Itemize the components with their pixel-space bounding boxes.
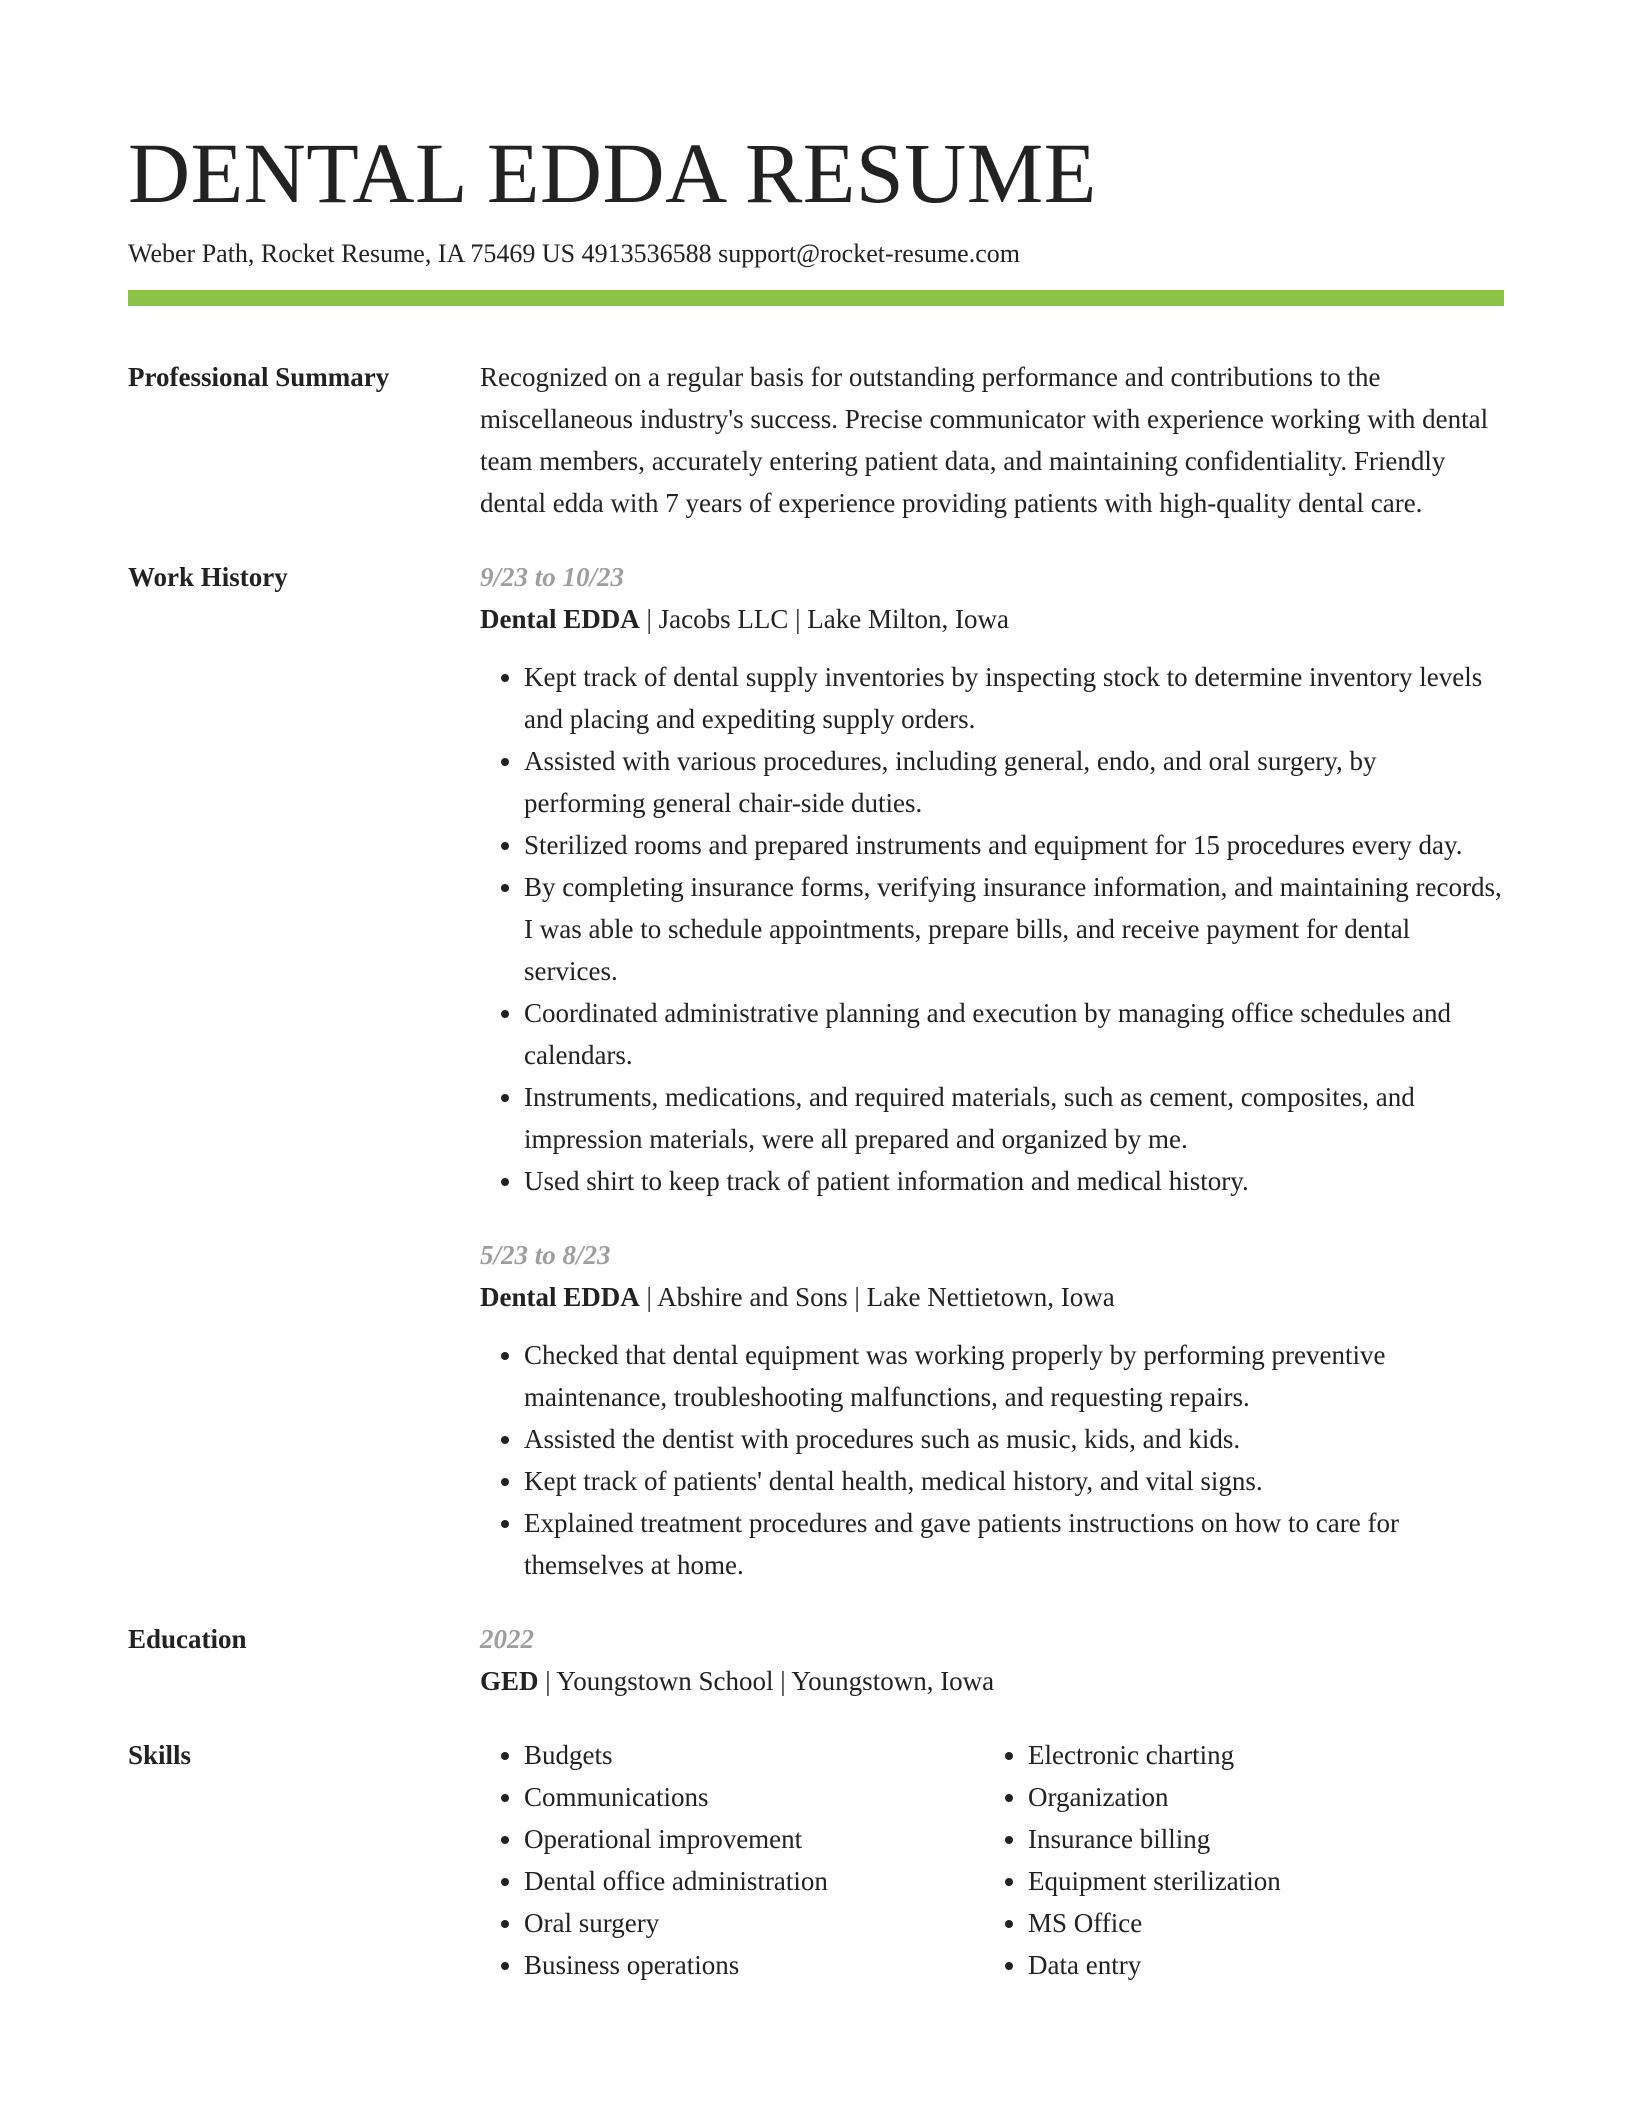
summary-section bbox=[128, 356, 1504, 524]
section-label-work-history: Work History bbox=[128, 562, 288, 592]
skill-item: • Oral surgery bbox=[524, 1902, 984, 1944]
job-title: Dental EDDA bbox=[480, 604, 640, 634]
section-label-summary: Professional Summary bbox=[128, 362, 390, 392]
job-duty-item: • Kept track of patients' dental health, medical history, and vital signs. bbox=[524, 1460, 1504, 1502]
work-history-list bbox=[480, 556, 1504, 1586]
education-entry bbox=[480, 1618, 1504, 1702]
job-duties bbox=[480, 1334, 1504, 1586]
header-divider bbox=[128, 290, 1504, 306]
section-label-skills: Skills bbox=[128, 1740, 192, 1770]
skill-item: • Data entry bbox=[1028, 1944, 1488, 1986]
education-year: 2022 bbox=[480, 1624, 534, 1654]
job-duty-item: • Coordinated administrative planning and execution by managing office schedules and calendars. bbox=[524, 992, 1504, 1076]
skill-item: • Insurance billing bbox=[1028, 1818, 1488, 1860]
skill-item: • Operational improvement bbox=[524, 1818, 984, 1860]
job-company: Abshire and Sons bbox=[657, 1282, 848, 1312]
skill-item: • Communications bbox=[524, 1776, 984, 1818]
contact-email: support@rocket-resume.com bbox=[718, 239, 1020, 268]
job-dates: 9/23 to 10/23 bbox=[480, 562, 625, 592]
job-duty-item: • By completing insurance forms, verifying insurance information, and maintaining records, I was able to schedule appointments, prepare bills, and receive payment for dental services. bbox=[524, 866, 1504, 992]
contact-address: Weber Path, Rocket Resume, IA 75469 US bbox=[128, 239, 576, 268]
summary-text: Recognized on a regular basis for outstanding performance and contributions to the miscellaneous industry's success. Precise communicator with experience working with dental team members, accurately entering patient data, and maintaining confidentiality. Friendly dental edda with 7 years of experience providing patients with high-quality dental care. bbox=[480, 362, 1489, 518]
job-location: Lake Nettietown, Iowa bbox=[866, 1282, 1115, 1312]
job-dates: 5/23 to 8/23 bbox=[480, 1240, 611, 1270]
job-duty-item: • Used shirt to keep track of patient information and medical history. bbox=[524, 1160, 1504, 1202]
resume-title: DENTAL EDDA RESUME bbox=[128, 125, 1097, 221]
education-heading: GED | Youngstown School | Youngstown, Iowa bbox=[480, 1666, 995, 1696]
skill-item: • Budgets bbox=[524, 1734, 984, 1776]
section-label-education: Education bbox=[128, 1624, 247, 1654]
skill-item: • Equipment sterilization bbox=[1028, 1860, 1488, 1902]
job-duty-item: • Explained treatment procedures and gave patients instructions on how to care for themselves at home. bbox=[524, 1502, 1504, 1586]
resume-page bbox=[128, 118, 1504, 1986]
education-location: Youngstown, Iowa bbox=[791, 1666, 995, 1696]
skill-item: • Electronic charting bbox=[1028, 1734, 1488, 1776]
work-history-section bbox=[128, 556, 1504, 1586]
skill-item: • Organization bbox=[1028, 1776, 1488, 1818]
skills-columns bbox=[480, 1734, 1504, 1986]
skill-item: • MS Office bbox=[1028, 1902, 1488, 1944]
job-duty-item: • Checked that dental equipment was working properly by performing preventive maintenance, troubleshooting malfunctions, and requesting repairs. bbox=[524, 1334, 1504, 1418]
job-duty-item: • Assisted with various procedures, including general, endo, and oral surgery, by performing general chair-side duties. bbox=[524, 740, 1504, 824]
job-company: Jacobs LLC bbox=[658, 604, 789, 634]
job-location: Lake Milton, Iowa bbox=[807, 604, 1009, 634]
education-degree: GED bbox=[480, 1666, 539, 1696]
job-duty-item: • Assisted the dentist with procedures such as music, kids, and kids. bbox=[524, 1418, 1504, 1460]
job-entry bbox=[480, 556, 1504, 1202]
job-heading: Dental EDDA | Jacobs LLC | Lake Milton, Iowa bbox=[480, 604, 1009, 634]
job-title: Dental EDDA bbox=[480, 1282, 640, 1312]
job-duties bbox=[480, 656, 1504, 1202]
job-duty-item: • Kept track of dental supply inventories by inspecting stock to determine inventory levels and placing and expediting supply orders. bbox=[524, 656, 1504, 740]
skill-item: • Dental office administration bbox=[524, 1860, 984, 1902]
skills-section bbox=[128, 1734, 1504, 1986]
job-entry bbox=[480, 1234, 1504, 1586]
contact-phone: 4913536588 bbox=[581, 239, 712, 268]
job-heading: Dental EDDA | Abshire and Sons | Lake Nettietown, Iowa bbox=[480, 1282, 1115, 1312]
contact-line bbox=[128, 238, 1504, 270]
job-duty-item: • Sterilized rooms and prepared instruments and equipment for 15 procedures every day. bbox=[524, 824, 1504, 866]
skills-list-right bbox=[984, 1734, 1488, 1986]
education-school: Youngstown School bbox=[556, 1666, 774, 1696]
job-duty-item: • Instruments, medications, and required materials, such as cement, composites, and impression materials, were all prepared and organized by me. bbox=[524, 1076, 1504, 1160]
skill-item: • Business operations bbox=[524, 1944, 984, 1986]
skills-list-left bbox=[480, 1734, 984, 1986]
education-section bbox=[128, 1618, 1504, 1702]
